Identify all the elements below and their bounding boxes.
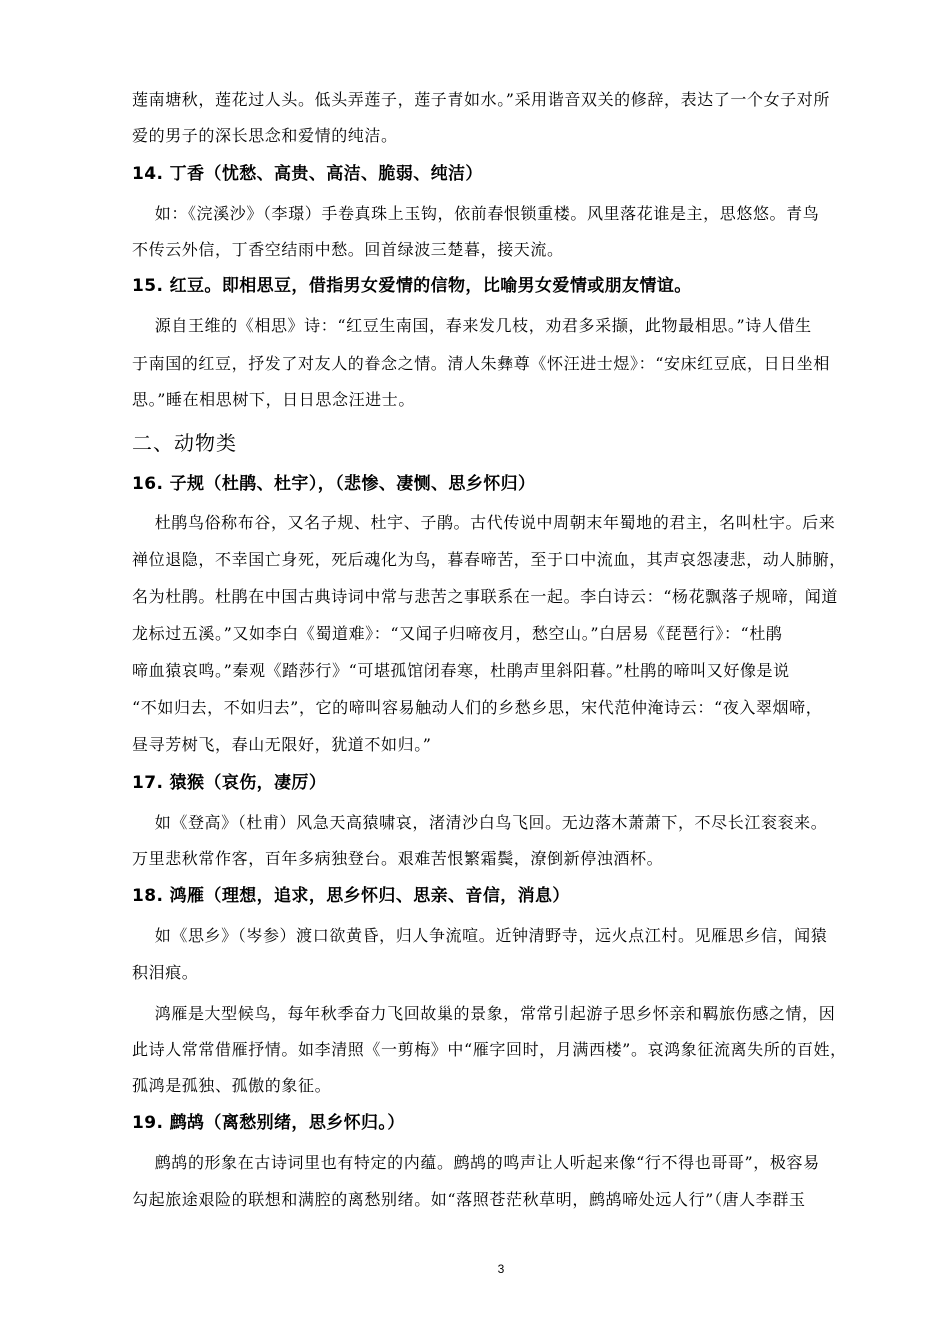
body-line: “不如归去，不如归去”，它的啼叫容易触动人们的乡愁乡思，宋代范仲淹诗云：“夜入翠烟啼， <box>132 698 823 717</box>
page-number: 3 <box>497 1262 505 1276</box>
body-line: 如《登高》（杜甫）风急天高猿啸哀，渚清沙白鸟飞回。无边落木萧萧下，不尽长江衮衮来。 <box>132 813 828 832</box>
body-line: 源自王维的《相思》诗：“红豆生南国，春来发几枝，劝君多采撷，此物最相思。”诗人借生 <box>132 316 812 335</box>
section-heading: 二、动物类 <box>132 431 237 455</box>
body-line: 爱的男子的深长思念和爱情的纯洁。 <box>132 126 398 145</box>
body-line: 思。”睡在相思树下，日日思念汪进士。 <box>132 390 415 409</box>
item-heading-15: 15. 红豆。即相思豆，借指男女爱情的信物，比喻男女爱情或朋友情谊。 <box>132 276 692 296</box>
item-heading-14: 14. 丁香（忧愁、高贵、高洁、脆弱、纯洁） <box>132 164 483 184</box>
body-line: 于南国的红豆，抒发了对友人的眷念之情。清人朱彝尊《怀汪进士煜》：“安床红豆底，日日坐相 <box>132 354 830 373</box>
body-line: 杜鹃鸟俗称布谷，又名子规、杜宇、子鹃。古代传说中周朝末年蜀地的君主，名叫杜宇。后来 <box>132 513 836 532</box>
body-line: 鹧鸪的形象在古诗词里也有特定的内蕴。鹧鸪的鸣声让人听起来像“行不得也哥哥”，极容易 <box>132 1153 820 1172</box>
body-line: 啼血猿哀鸣。”秦观《踏莎行》“可堪孤馆闭春寒，杜鹃声里斜阳暮。”杜鹃的啼叫又好像是说 <box>132 661 790 680</box>
body-line: 如：《浣溪沙》（李璟）手卷真珠上玉钩，依前春恨锁重楼。风里落花谁是主，思悠悠。青鸟 <box>132 204 820 223</box>
item-heading-19: 19. 鹧鸪（离愁别绪，思乡怀归。） <box>132 1113 405 1133</box>
body-line: 名为杜鹃。杜鹃在中国古典诗词中常与悲苦之事联系在一起。李白诗云：“杨花飘落子规啼，闻道 <box>132 587 838 606</box>
body-line: 鸿雁是大型候鸟，每年秋季奋力飞回故巢的景象，常常引起游子思乡怀亲和羁旅伤感之情，因 <box>132 1004 836 1023</box>
body-line: 此诗人常常借雁抒情。如李清照《一剪梅》中“雁字回时，月满西楼”。哀鸿象征流离失所的百姓， <box>132 1040 847 1059</box>
body-line: 昼寻芳树飞，春山无限好，犹道不如归。” <box>132 735 432 754</box>
body-line: 万里悲秋常作客，百年多病独登台。艰难苦恨繁霜鬓，潦倒新停浊酒杯。 <box>132 849 664 868</box>
body-line: 不传云外信，丁香空结雨中愁。回首绿波三楚暮，接天流。 <box>132 240 564 259</box>
body-line: 莲南塘秋，莲花过人头。低头弄莲子，莲子青如水。”采用谐音双关的修辞，表达了一个女子对所 <box>132 90 830 109</box>
body-line: 孤鸿是孤独、孤傲的象征。 <box>132 1076 332 1095</box>
item-heading-17: 17. 猿猴（哀伤，凄厉） <box>132 773 327 793</box>
body-line: 禅位退隐，不幸国亡身死，死后魂化为鸟，暮春啼苦，至于口中流血，其声哀怨凄悲，动人肺腑， <box>132 550 846 569</box>
item-heading-16: 16. 子规（杜鹃、杜宇），（悲惨、凄恻、思乡怀归） <box>132 474 536 494</box>
body-line: 龙标过五溪。”又如李白《蜀道难》：“又闻子归啼夜月，愁空山。”白居易《琵琶行》：“杜鹃 <box>132 624 783 643</box>
body-line: 积泪痕。 <box>132 963 199 982</box>
body-line: 如《思乡》（岑参）渡口欲黄昏，归人争流喧。近钟清野寺，远火点江村。见雁思乡信，闻猿 <box>132 926 828 945</box>
item-heading-18: 18. 鸿雁（理想，追求，思乡怀归、思亲、音信，消息） <box>132 886 570 906</box>
body-line: 勾起旅途艰险的联想和满腔的离愁别绪。如“落照苍茫秋草明，鹧鸪啼处远人行”（唐人李群玉 <box>132 1190 806 1209</box>
